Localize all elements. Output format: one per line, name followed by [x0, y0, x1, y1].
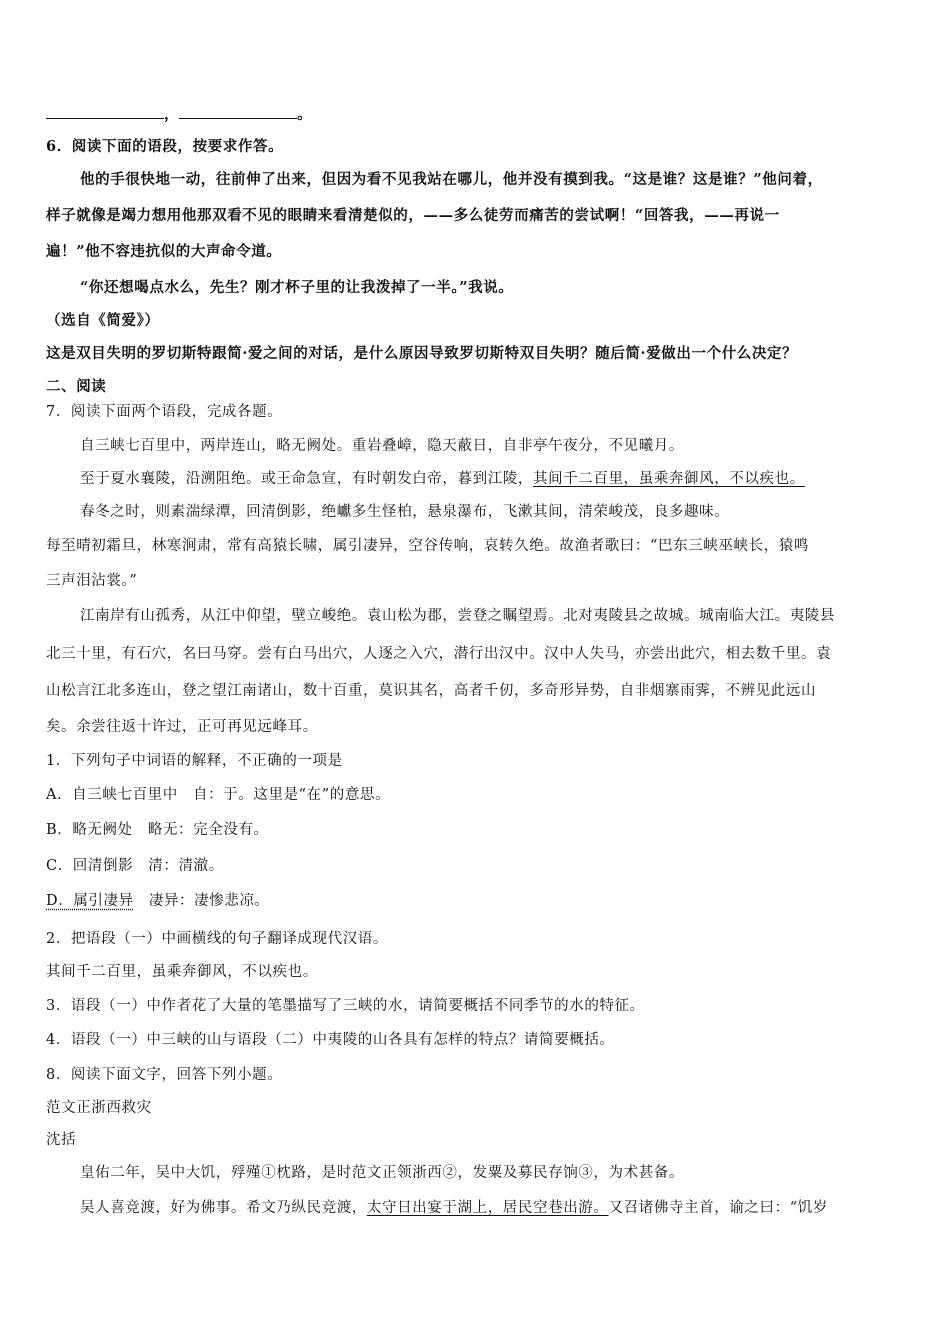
underlined-sentence: 太守日出宴于湖上，居民空巷出游。 [366, 1200, 609, 1216]
option-c: C．回清倒影 清：清澈。 [46, 858, 224, 874]
answer-blank-1[interactable] [46, 104, 164, 119]
q7-subquestion-3: 3．语段（一）中作者花了大量的笔墨描写了三峡的水，请简要概括不同季节的水的特征。 [46, 998, 645, 1014]
q8-title: 范文正浙西救灾 [46, 1100, 152, 1116]
q8-author: 沈括 [46, 1132, 77, 1148]
q7-sentence: 其间千二百里，虽乘奔御风，不以疾也。 [46, 964, 318, 980]
answer-blank-2[interactable] [179, 104, 297, 119]
q6-passage-line: 他的手很快地一动，往前伸了出来，但因为看不见我站在哪儿，他并没有摸到我。“这是谁？这是谁？”他问着， [80, 171, 823, 188]
option-d: D．属引凄异 凄异：凄惨悲凉。 [46, 893, 270, 909]
q5-answer-blanks: ， 。 [46, 104, 312, 125]
q6-source: （选自《简爱》） [46, 312, 160, 329]
q6-passage-line: 样子就像是竭力想用他那双看不见的眼睛来看清楚似的，——多么徒劳而痛苦的尝试啊！“回答我，——再说一 [46, 207, 780, 224]
q7-passage1-line: 三声泪沾裳。” [46, 573, 138, 589]
option-b: B．略无阙处 略无：完全没有。 [46, 822, 269, 838]
q7-passage2-line: 江南岸有山孤秀，从江中仰望，壁立峻绝。袁山松为郡，尝登之瞩望焉。北对夷陵县之故城。城南临大江。夷陵县 [80, 608, 835, 624]
q7-passage1-line: 至于夏水襄陵，沿溯阻绝。或王命急宣，有时朝发白帝，暮到江陵，其间千二百里，虽乘奔御风，不以疾也。 [80, 471, 805, 487]
q7-subquestion-1: 1．下列句子中词语的解释，不正确的一项是 [46, 753, 343, 769]
q6-question: 这是双目失明的罗切斯特跟简·爱之间的对话，是什么原因导致罗切斯特双目失明？随后简·爱做出一个什么决定？ [46, 345, 798, 362]
q7-passage1-line: 自三峡七百里中，两岸连山，略无阙处。重岩叠嶂，隐天蔽日，自非亭午夜分，不见曦月。 [80, 438, 684, 454]
q7-subquestion-4: 4．语段（一）中三峡的山与语段（二）中夷陵的山各具有怎样的特点？请简要概括。 [46, 1032, 615, 1048]
q7-passage2-line: 北三十里，有石穴，名曰马穿。尝有白马出穴，人逐之入穴，潜行出汉中。汉中人失马，亦尝出此穴，相去数千里。袁 [46, 646, 832, 662]
q8-passage-line: 皇佑二年，吴中大饥，殍殣①枕路，是时范文正领浙西②，发粟及募民存饷③，为术甚备。 [80, 1165, 684, 1181]
q7-passage1-line: 每至晴初霜旦，林寒涧肃，常有高猿长啸，属引凄异，空谷传响，哀转久绝。故渔者歌曰：“巴东三峡巫峡长，猿鸣 [46, 538, 810, 554]
q6-header: 6．阅读下面的语段，按要求作答。 [46, 138, 284, 155]
option-a: A．自三峡七百里中 自：于。这里是“在”的意思。 [46, 787, 391, 803]
q7-subquestion-2: 2．把语段（一）中画横线的句子翻译成现代汉语。 [46, 931, 389, 947]
q7-passage1-line: 春冬之时，则素湍绿潭，回清倒影，绝巘多生怪柏，悬泉瀑布，飞漱其间，清荣峻茂，良多趣味。 [80, 504, 730, 520]
underlined-sentence: 其间千二百里，虽乘奔御风，不以疾也。 [533, 471, 805, 487]
q6-passage-line: “你还想喝点水么，先生？刚才杯子里的让我泼掉了一半。”我说。 [80, 279, 514, 296]
section-title: 二、阅读 [46, 378, 107, 395]
q8-passage-line: 吴人喜竞渡，好为佛事。希文乃纵民竞渡，太守日出宴于湖上，居民空巷出游。又召诸佛寺主首，谕之曰：“饥岁 [80, 1200, 828, 1216]
q7-passage2-line: 矣。余尝往返十许过，正可再见远峰耳。 [46, 719, 318, 735]
q6-passage-line: 遍！”他不容违抗似的大声命令道。 [46, 243, 282, 260]
q7-passage2-line: 山松言江北多连山，登之望江南诸山，数十百重，莫识其名，高者千仞，多奇形异势，自非烟寨雨霁，不辨见此远山 [46, 683, 817, 699]
q8-header: 8．阅读下面文字，回答下列小题。 [46, 1067, 283, 1083]
q7-header: 7．阅读下面两个语段，完成各题。 [46, 404, 283, 420]
